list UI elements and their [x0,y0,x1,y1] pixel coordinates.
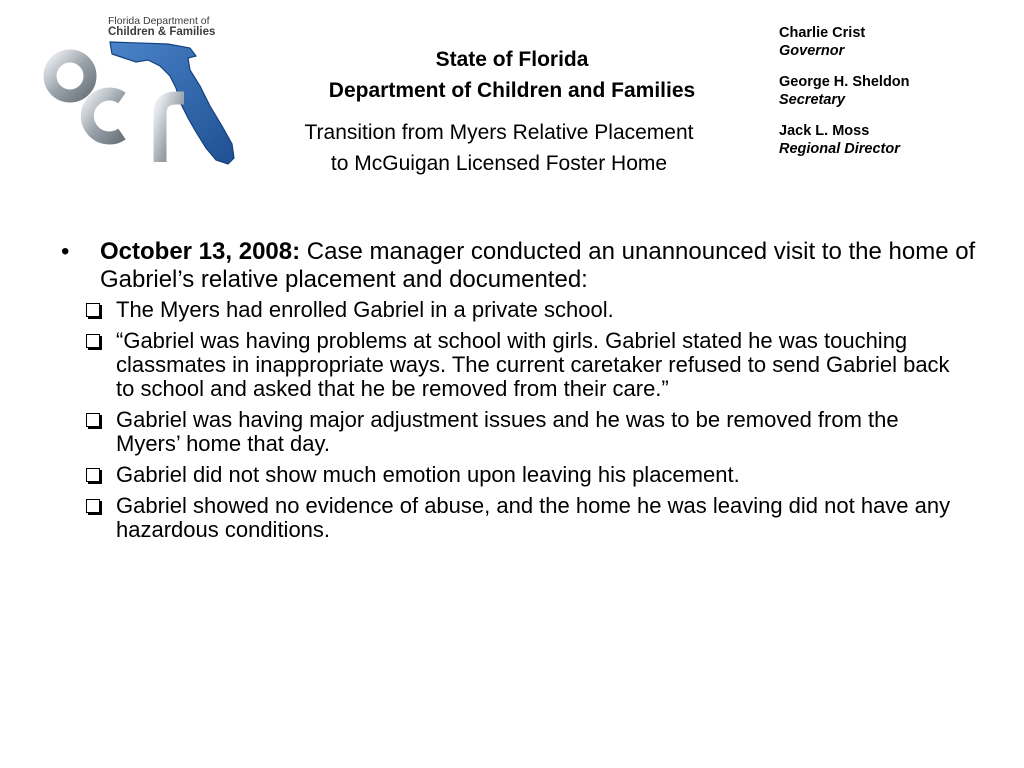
logo-org-line2: Children & Families [108,26,216,38]
official-name: Jack L. Moss [779,123,870,139]
bullet-lead-date: October 13, 2008: [100,238,301,265]
main-bullet [58,238,988,294]
checkbox-square-icon [86,334,100,348]
official-governor [779,24,1014,60]
list-item [116,298,958,322]
checkbox-square-icon [86,468,100,482]
list-item-text: Gabriel showed no evidence of abuse, and the home he was leaving did not have any hazardous conditions. [116,493,951,542]
official-secretary [779,73,1014,109]
letter-c-shape [87,94,122,138]
list-item-text: The Myers had enrolled Gabriel in a private school. [116,297,614,322]
official-name: George H. Sheldon [779,74,910,90]
subtitle-line1: Transition from Myers Relative Placement [304,121,694,144]
letter-d-shape [50,18,92,98]
title-line2: Department of Children and Families [328,79,696,102]
list-item-text: Gabriel did not show much emotion upon leaving his placement. [116,462,740,487]
official-role: Secretary [779,92,846,108]
slide-body [58,238,988,549]
sub-bullet-list [28,298,958,542]
official-role: Regional Director [779,141,900,157]
letter-f-shape [140,98,184,162]
checkbox-square-icon [86,303,100,317]
list-item [116,329,958,401]
bullet-lead-text: Case manager conducted an unannounced visit to the home of Gabriel’s relative placement and documented: [100,238,976,293]
checkbox-square-icon [86,499,100,513]
logo-org-name [108,16,228,38]
subtitle-line2: to McGuigan Licensed Foster Home [330,152,668,175]
officials-list [779,24,1014,171]
dcf-logo [40,14,240,166]
list-item-text: “Gabriel was having problems at school with girls. Gabriel stated he was touching classmates in inappropriate ways. The current caretaker refused to send Gabriel back to school and asked that he be removed from their care.” [116,328,950,401]
logo-org-line1: Florida Department of [108,15,210,27]
page-title [262,44,762,106]
list-item [116,494,958,542]
list-item [116,463,958,487]
official-regional-director [779,122,1014,158]
checkbox-square-icon [86,413,100,427]
title-line1: State of Florida [435,48,589,71]
official-role: Governor [779,43,845,59]
list-item-text: Gabriel was having major adjustment issues and he was to be removed from the Myers’ home that day. [116,407,899,456]
page-subtitle [252,117,746,179]
official-name: Charlie Crist [779,25,866,41]
bullet-icon: • [61,238,70,265]
list-item [116,408,958,456]
